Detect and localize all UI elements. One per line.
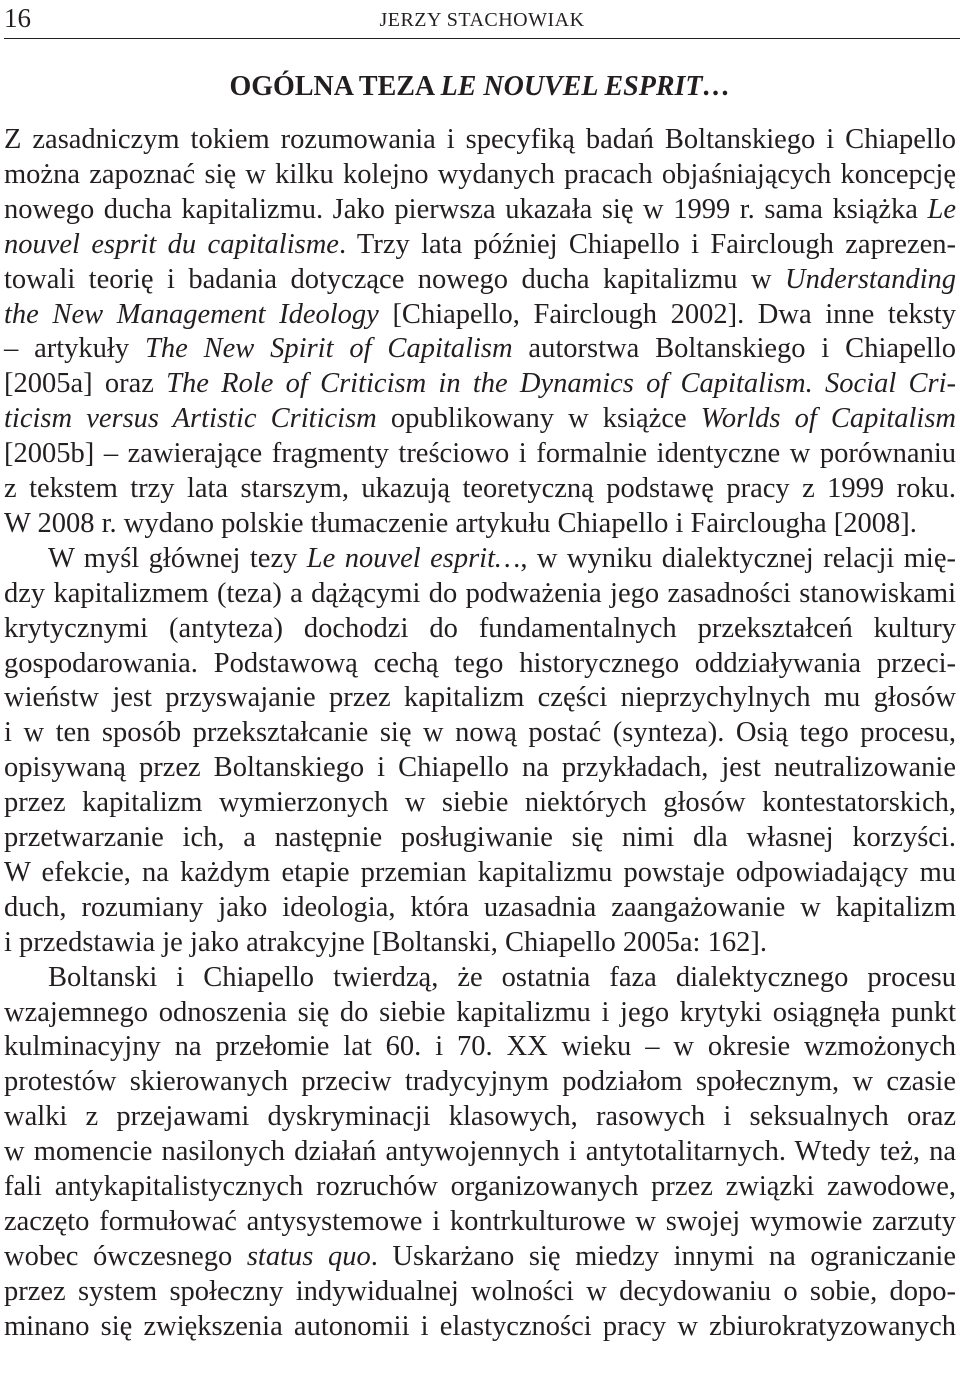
text-segment: z tekstem trzy lata starszym, ukazują teoretyczną podstawę pracy z 1999 roku.	[4, 473, 956, 504]
text-segment: nowego ducha kapitalizmu. Jako pierwsza ukazała się w 1999 r. sama książka	[4, 193, 928, 225]
text-segment: Boltanski i Chiapello twierdzą, że ostatnia faza dialektycznego procesu	[48, 961, 956, 993]
text-segment: W myśl głównej tezy	[48, 542, 307, 574]
text-line	[4, 716, 956, 750]
italic-text-segment: The New Spirit of Capitalism	[144, 333, 513, 365]
italic-text-segment: Understanding	[785, 263, 956, 295]
text-line	[4, 681, 956, 715]
text-segment: opublikowany w książce	[376, 403, 701, 435]
text-segment: . Trzy lata później Chiapello i Fairclough zaprezen-	[338, 228, 956, 260]
italic-text-segment: Le	[927, 193, 956, 225]
text-line	[4, 1030, 956, 1064]
text-segment: [2005a] oraz	[4, 368, 167, 400]
text-segment: minano się zwiększenia autonomii i elastyczności pracy w zbiurokratyzowanych	[4, 1310, 956, 1342]
text-line	[4, 1275, 956, 1309]
text-line	[4, 193, 956, 227]
text-line	[4, 1135, 956, 1169]
text-segment: – artykuły	[4, 333, 145, 365]
section-title	[0, 70, 960, 104]
text-segment: przez kapitalizm wymierzonych w siebie niektórych głosów kontestatorskich,	[4, 787, 956, 819]
text-segment: dzy kapitalizmem (teza) a dążącymi do podważenia jego zasadności stanowiskami	[4, 577, 956, 609]
text-line	[4, 507, 956, 541]
text-line	[4, 1170, 956, 1204]
text-line	[4, 612, 956, 646]
text-line	[4, 1065, 956, 1099]
italic-text-segment: the New Management Ideology	[4, 298, 379, 330]
text-line	[4, 437, 956, 471]
running-head	[4, 2, 960, 36]
text-segment: krytycznymi (antyteza) dochodzi do fundamentalnych przekształceń kultury	[4, 612, 956, 644]
text-line	[4, 332, 956, 366]
text-line	[4, 577, 956, 611]
text-segment: zaczęto formułować antysystemowe i kontrkulturowe w swojej wymowie zarzuty	[4, 1205, 956, 1237]
text-segment: protestów skierowanych przeciw tradycyjnym podziałom społecznym, w czasie	[4, 1066, 956, 1098]
text-segment: towali teorię i badania dotyczące nowego ducha kapitalizmu w	[4, 263, 785, 295]
text-line	[4, 228, 956, 262]
text-segment: fali antykapitalistycznych rozruchów organizowanych przez związki zawodowe,	[4, 1171, 956, 1202]
text-segment: duch, rozumiany jako ideologia, która uzasadnia zaangażowanie w kapitalizm	[4, 891, 956, 923]
italic-text-segment: status quo	[246, 1240, 371, 1272]
section-title-italic: LE NOUVEL ESPRIT…	[440, 71, 731, 102]
text-line	[4, 542, 956, 576]
text-line	[4, 786, 956, 820]
text-line	[4, 1240, 956, 1274]
text-line	[4, 298, 956, 332]
text-segment: Z zasadniczym tokiem rozumowania i specyfiką badań Boltanskiego i Chiapello	[4, 124, 956, 155]
text-segment: przez system społeczny indywidualnej wolności w decydowaniu o sobie, dopo-	[4, 1275, 956, 1307]
text-segment: walki z przejawami dyskryminacji klasowych, rasowych i seksualnych oraz	[4, 1101, 956, 1133]
text-segment: wobec ówczesnego	[4, 1240, 247, 1272]
text-segment: można zapoznać się w kilku kolejno wydanych pracach objaśniających koncepcję	[4, 158, 956, 190]
text-line	[4, 926, 956, 960]
text-segment: opisywaną przez Boltanskiego i Chiapello na przykładach, jest neutralizowanie	[4, 752, 956, 784]
text-segment: autorstwa Boltanskiego i Chiapello	[512, 333, 956, 365]
text-segment: i przedstawia je jako atrakcyjne [Boltanski, Chiapello 2005a: 162].	[4, 926, 767, 958]
text-segment: w momencie nasilonych działań antywojennych i antytotalitarnych. Wtedy też, na	[4, 1136, 956, 1168]
text-line	[4, 1310, 956, 1344]
text-segment: , w wyniku dialektycznej relacji mię-	[520, 542, 956, 574]
text-line	[4, 1100, 956, 1134]
text-line	[4, 367, 956, 401]
text-line	[4, 891, 956, 925]
text-segment: . Uskarżano się miedzy innymi na ograniczanie	[370, 1240, 956, 1272]
text-segment: i w ten sposób przekształcanie się w nową postać (synteza). Osią tego procesu,	[4, 717, 956, 749]
text-line	[4, 856, 956, 890]
text-line	[4, 996, 956, 1030]
italic-text-segment: Le nouvel esprit…	[306, 542, 521, 574]
section-title-plain: OGÓLNA TEZA	[229, 71, 441, 102]
text-line	[4, 158, 956, 192]
text-segment: kulminacyjny na przełomie lat 60. i 70. XX wieku – w okresie wzmożonych	[4, 1031, 956, 1063]
text-line	[4, 751, 956, 785]
text-segment: przetwarzanie ich, a następnie posługiwanie się nimi dla własnej korzyści.	[4, 822, 956, 853]
text-line	[4, 402, 956, 436]
italic-text-segment: Worlds of Capitalism	[700, 403, 957, 435]
text-segment: gospodarowania. Podstawową cechą tego historycznego oddziaływania przeci-	[4, 647, 956, 679]
text-segment: W efekcie, na każdym etapie przemian kapitalizmu powstaje odpowiadający mu	[4, 856, 956, 888]
text-line	[4, 263, 956, 297]
text-line	[4, 647, 956, 681]
text-segment: [Chiapello, Fairclough 2002]. Dwa inne teksty	[378, 298, 956, 330]
italic-text-segment: nouvel esprit du capitalisme	[4, 228, 339, 260]
italic-text-segment: ticism versus Artistic Criticism	[4, 403, 377, 435]
text-line	[4, 123, 956, 157]
text-line	[4, 821, 956, 855]
text-segment: wieństw jest przyswajanie przez kapitalizm części nieprzychylnych mu głosów	[4, 682, 956, 714]
text-line	[4, 961, 956, 995]
italic-text-segment: The Role of Criticism in the Dynamics of Capitalism. Social Cri-	[166, 368, 957, 400]
page-number: 16	[4, 3, 31, 33]
running-title: JERZY STACHOWIAK	[379, 9, 585, 31]
text-segment: [2005b] – zawierające fragmenty treściowo i formalnie identyczne w porównaniu	[4, 438, 956, 470]
text-segment: W 2008 r. wydano polskie tłumaczenie artykułu Chiapello i Fairclougha [2008].	[4, 507, 917, 539]
text-line	[4, 472, 956, 506]
text-line	[4, 1205, 956, 1239]
header-rule	[4, 38, 960, 39]
text-segment: wzajemnego odnoszenia się do siebie kapitalizmu i jego krytyki osiągnęła punkt	[4, 996, 956, 1028]
